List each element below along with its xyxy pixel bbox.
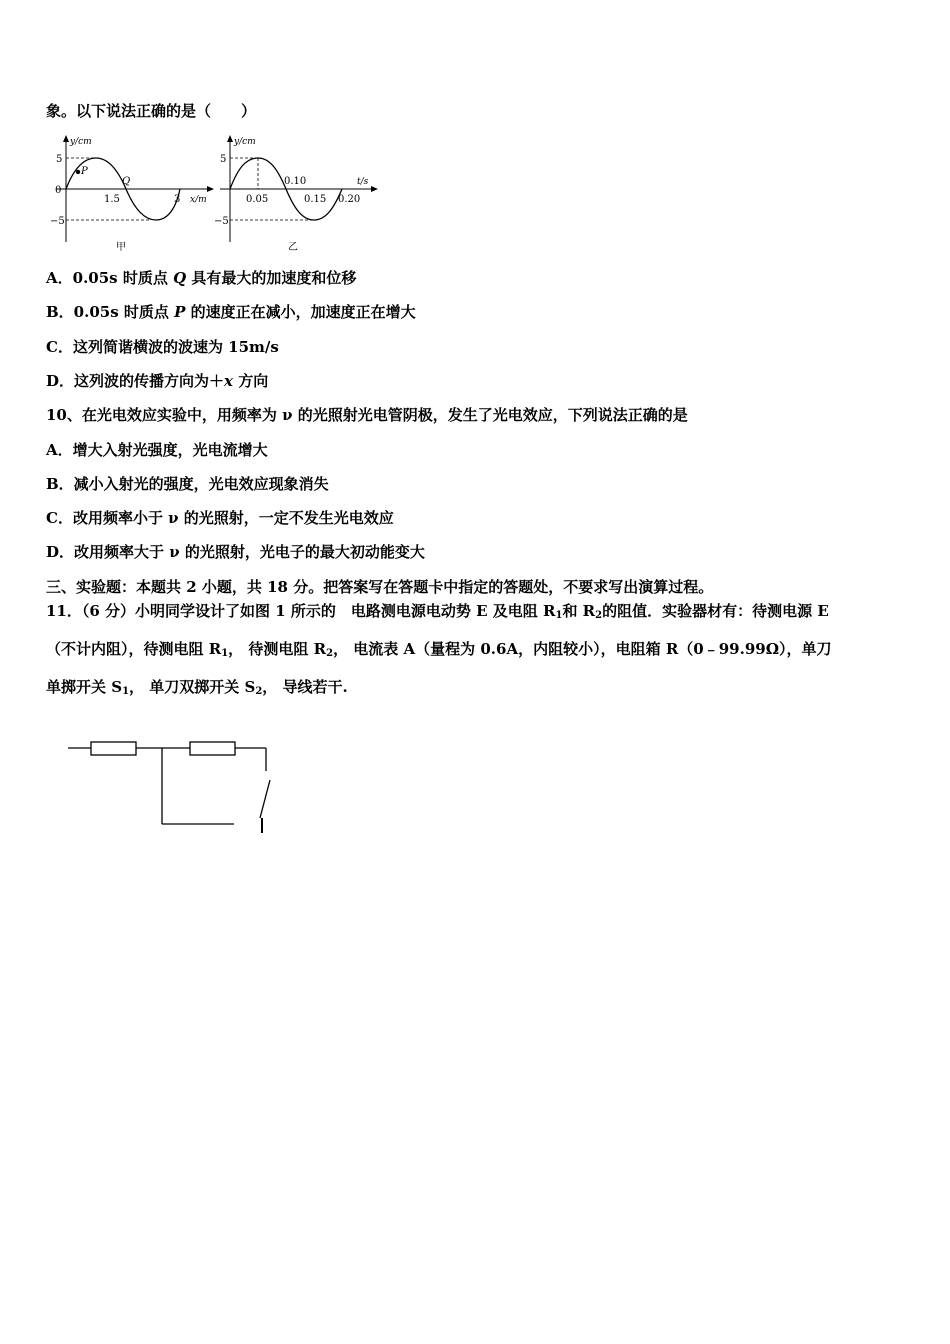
q9-option-a: A．0.05s 时质点 Q 具有最大的加速度和位移	[46, 269, 357, 287]
yi-y-axis-label: y/cm	[234, 137, 256, 147]
q11-stem-line3: 单掷开关 $S_1$， 单刀双掷开关 $S_2$， 导线若干.	[46, 678, 348, 697]
section3-heading: 三、实验题：本题共 2 小题，共 18 分。把答案写在答题卡中指定的答题处，不要求写出演算过程。	[46, 578, 714, 596]
jia-x-axis-label: x/m	[190, 195, 207, 205]
yi-caption: 乙	[288, 242, 298, 253]
yi-y-min: −5	[214, 216, 229, 227]
yi-tick-015: 0.15	[304, 194, 327, 205]
jia-y-axis-label: y/cm	[70, 137, 92, 147]
q9-option-d: D．这列波的传播方向为＋x 方向	[46, 372, 269, 390]
q10-option-d: D．改用频率大于 ν 的光照射，光电子的最大初动能变大	[46, 543, 425, 561]
jia-tick-1: 1.5	[104, 194, 120, 205]
yi-x-axis-label: t/s	[357, 177, 369, 187]
jia-point-p: P	[81, 166, 88, 177]
q11-stem-line1: 11．（6 分）小明同学设计了如图 1 所示的 电路测电源电动势 E 及电阻 $R_1$和 $R_2$的阻值．实验器材有：待测电源 E	[46, 602, 829, 621]
jia-caption: 甲	[116, 242, 126, 253]
q9-option-c: C．这列简谐横波的波速为 15m/s	[46, 338, 279, 356]
jia-tick-2: 3	[174, 194, 181, 205]
yi-y-max: 5	[220, 154, 227, 165]
wave-figure-yi	[214, 132, 384, 254]
yi-tick-010: 0.10	[284, 176, 307, 187]
jia-y-min: −5	[50, 216, 65, 227]
jia-origin: 0	[55, 185, 62, 196]
yi-tick-005: 0.05	[246, 194, 269, 205]
q11-stem-line2: （不计内阻），待测电阻 $R_1$， 待测电阻 $R_2$， 电流表 A（量程为 0.6A，内阻较小），电阻箱 R（0﹣99.99Ω），单刀	[46, 640, 832, 659]
jia-point-q: Q	[122, 176, 131, 187]
q10-option-a: A．增大入射光强度，光电流增大	[46, 441, 268, 459]
q9-option-b: B．0.05s 时质点 P 的速度正在减小，加速度正在增大	[46, 303, 416, 321]
intro-line: 象。以下说法正确的是（ ）	[46, 102, 257, 120]
q10-stem: 10、在光电效应实验中，用频率为 ν 的光照射光电管阴极，发生了光电效应，下列说法正确的是	[46, 406, 688, 424]
jia-y-max: 5	[56, 154, 63, 165]
yi-tick-020: 0.20	[338, 194, 361, 205]
q10-option-b: B．减小入射光的强度，光电效应现象消失	[46, 475, 329, 493]
q10-option-c: C．改用频率小于 ν 的光照射，一定不发生光电效应	[46, 509, 394, 527]
circuit-figure-1	[56, 718, 286, 918]
wave-figure-jia	[50, 132, 220, 254]
